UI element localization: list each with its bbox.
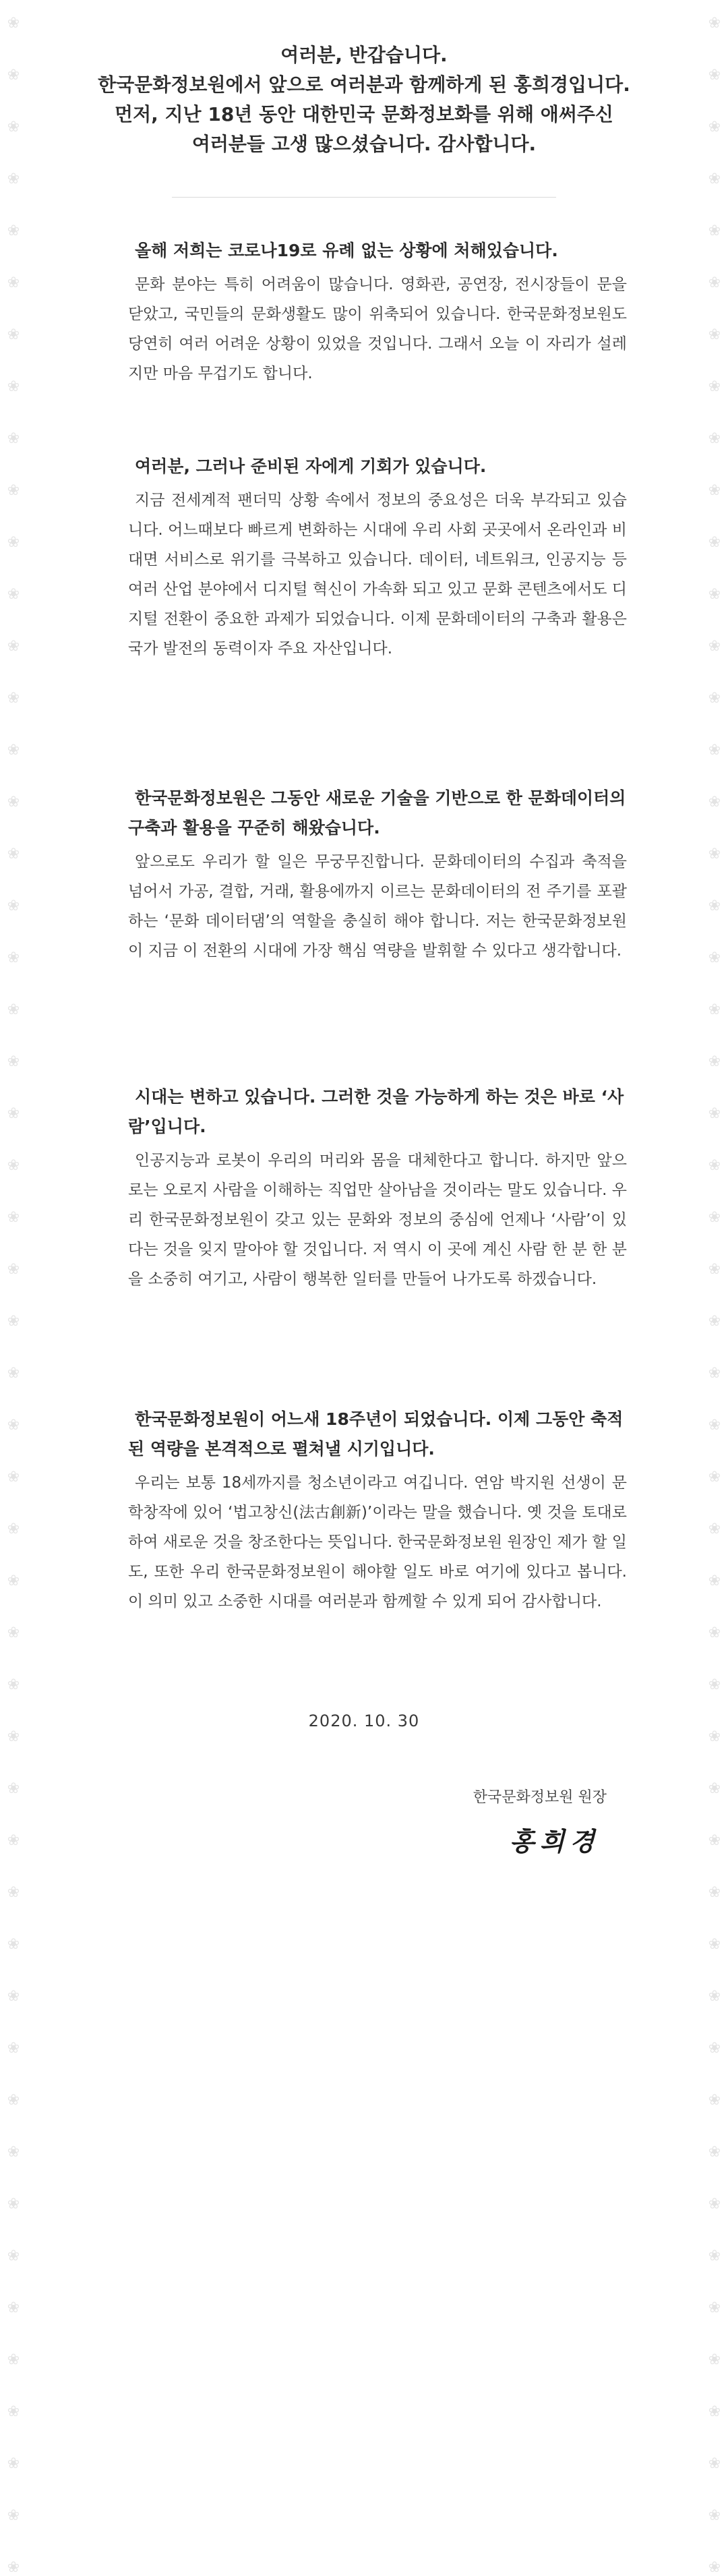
snowflake-ornament-icon: ❀ — [7, 1728, 20, 1745]
header-divider — [172, 197, 556, 198]
snowflake-ornament-icon: ❀ — [708, 1469, 721, 1486]
snowflake-ornament-icon: ❀ — [7, 1676, 20, 1693]
snowflake-ornament-icon: ❀ — [708, 171, 721, 187]
snowflake-ornament-icon: ❀ — [708, 430, 721, 447]
snowflake-ornament-icon: ❀ — [7, 2403, 20, 2420]
signature-title: 한국문화정보원 원장 — [473, 1789, 607, 1806]
left-ornament-border — [0, 0, 27, 2576]
section-covid — [128, 236, 627, 388]
snowflake-ornament-icon: ❀ — [708, 2300, 721, 2316]
snowflake-ornament-icon: ❀ — [708, 1624, 721, 1641]
snowflake-ornament-icon: ❀ — [7, 1313, 20, 1330]
snowflake-ornament-icon: ❀ — [708, 1936, 721, 1953]
snowflake-ornament-icon: ❀ — [7, 1780, 20, 1797]
snowflake-ornament-icon: ❀ — [7, 1988, 20, 2005]
snowflake-ornament-icon: ❀ — [7, 638, 20, 655]
section-body: 우리는 보통 18세까지를 청소년이라고 여깁니다. 연암 박지원 선생이 문학창작에 있어 ‘법고창신(法古創新)’이라는 말을 했습니다. 옛 것을 토대로 하여 새로운 것을 창조한다는 뜻입니다. 한국문화정보원 원장인 제가 할 일도, 또한 우리 한국문화정보원이 해야할 일도 바로 여기에 있다고 봅니다. 이 의미 있고 소중한 시대를 여러분과 함께할 수 있게 되어 감사합니다. — [128, 1474, 627, 1610]
snowflake-ornament-icon: ❀ — [7, 898, 20, 914]
snowflake-ornament-icon: ❀ — [708, 2455, 721, 2472]
snowflake-ornament-icon: ❀ — [708, 1573, 721, 1589]
snowflake-ornament-icon: ❀ — [7, 378, 20, 395]
snowflake-ornament-icon: ❀ — [7, 2351, 20, 2368]
snowflake-ornament-icon: ❀ — [708, 2351, 721, 2368]
snowflake-ornament-icon: ❀ — [708, 2144, 721, 2161]
snowflake-ornament-icon: ❀ — [708, 1521, 721, 1538]
snowflake-ornament-icon: ❀ — [7, 2300, 20, 2316]
snowflake-ornament-icon: ❀ — [7, 846, 20, 862]
snowflake-ornament-icon: ❀ — [708, 1676, 721, 1693]
section-body: 인공지능과 로봇이 우리의 머리와 몸을 대체한다고 합니다. 하지만 앞으로는 오로지 사람을 이해하는 직업만 살아남을 것이라는 말도 있습니다. 우리 한국문화정보원이 갖고 있는 문화와 정보의 중심에 언제나 ‘사람’이 있다는 것을 잊지 말아야 할 것입니다. 저 역시 이 곳에 계신 사람 한 분 한 분을 소중히 여기고, 사람이 행복한 일터를 만들어 나가도록 하겠습니다. — [128, 1152, 627, 1288]
snowflake-ornament-icon: ❀ — [7, 1573, 20, 1589]
greeting-line: 여러분들 고생 많으셨습니다. 감사합니다. — [191, 133, 537, 155]
snowflake-ornament-icon: ❀ — [7, 534, 20, 551]
snowflake-ornament-icon: ❀ — [7, 326, 20, 343]
snowflake-ornament-icon: ❀ — [708, 690, 721, 707]
snowflake-ornament-icon: ❀ — [7, 1936, 20, 1953]
section-heading: 한국문화정보원은 그동안 새로운 기술을 기반으로 한 문화데이터의 구축과 활용을 꾸준히 해왔습니다. — [128, 788, 626, 838]
snowflake-ornament-icon: ❀ — [708, 1417, 721, 1434]
snowflake-ornament-icon: ❀ — [7, 1053, 20, 1070]
snowflake-ornament-icon: ❀ — [7, 1884, 20, 1901]
greeting-header — [40, 40, 688, 159]
snowflake-ornament-icon: ❀ — [708, 1209, 721, 1226]
section-cultural-data — [128, 784, 627, 966]
snowflake-ornament-icon: ❀ — [708, 119, 721, 136]
snowflake-ornament-icon: ❀ — [7, 482, 20, 499]
snowflake-ornament-icon: ❀ — [708, 1988, 721, 2005]
snowflake-ornament-icon: ❀ — [7, 2248, 20, 2264]
section-body: 앞으로도 우리가 할 일은 무궁무진합니다. 문화데이터의 수집과 축적을 넘어서 가공, 결합, 거래, 활용에까지 이르는 문화데이터의 전 주기를 포괄하는 ‘문화 데이터댐’의 역할을 충실히 해야 합니다. 저는 한국문화정보원이 지금 이 전환의 시대에 가장 핵심 역량을 발휘할 수 있다고 생각합니다. — [128, 853, 627, 960]
snowflake-ornament-icon: ❀ — [7, 2455, 20, 2472]
snowflake-ornament-icon: ❀ — [708, 1261, 721, 1278]
snowflake-ornament-icon: ❀ — [7, 2040, 20, 2057]
snowflake-ornament-icon: ❀ — [708, 2559, 721, 2576]
letter-date: 2020. 10. 30 — [308, 1711, 420, 1730]
snowflake-ornament-icon: ❀ — [7, 1105, 20, 1122]
signature: 홍희경 — [509, 1826, 600, 1856]
snowflake-ornament-icon: ❀ — [708, 326, 721, 343]
snowflake-ornament-icon: ❀ — [708, 794, 721, 811]
snowflake-ornament-icon: ❀ — [708, 1157, 721, 1174]
section-body: 문화 분야는 특히 어려움이 많습니다. 영화관, 공연장, 전시장들이 문을 닫았고, 국민들의 문화생활도 많이 위축되어 있습니다. 한국문화정보원도 당연히 여러 어려운 상황이 있었을 것입니다. 그래서 오늘 이 자리가 설레지만 마음 무겁기도 합니다. — [128, 276, 627, 382]
snowflake-ornament-icon: ❀ — [7, 794, 20, 811]
snowflake-ornament-icon: ❀ — [708, 2196, 721, 2213]
section-heading: 여러분, 그러나 준비된 자에게 기회가 있습니다. — [135, 457, 487, 476]
snowflake-ornament-icon: ❀ — [7, 1209, 20, 1226]
snowflake-ornament-icon: ❀ — [708, 2507, 721, 2524]
snowflake-ornament-icon: ❀ — [708, 15, 721, 32]
snowflake-ornament-icon: ❀ — [7, 1469, 20, 1486]
section-heading: 올해 저희는 코로나19로 유례 없는 상황에 처해있습니다. — [135, 241, 558, 260]
greeting-line: 먼저, 지난 18년 동안 대한민국 문화정보화를 위해 애써주신 — [115, 103, 613, 125]
snowflake-ornament-icon: ❀ — [708, 1884, 721, 1901]
snowflake-ornament-icon: ❀ — [7, 949, 20, 966]
snowflake-ornament-icon: ❀ — [708, 1105, 721, 1122]
snowflake-ornament-icon: ❀ — [7, 15, 20, 32]
snowflake-ornament-icon: ❀ — [708, 949, 721, 966]
snowflake-ornament-icon: ❀ — [708, 1313, 721, 1330]
snowflake-ornament-icon: ❀ — [708, 1365, 721, 1382]
snowflake-ornament-icon: ❀ — [7, 1521, 20, 1538]
snowflake-ornament-icon: ❀ — [7, 1832, 20, 1849]
snowflake-ornament-icon: ❀ — [7, 1624, 20, 1641]
snowflake-ornament-icon: ❀ — [7, 1261, 20, 1278]
greeting-line: 여러분, 반갑습니다. — [280, 44, 448, 66]
snowflake-ornament-icon: ❀ — [708, 274, 721, 291]
snowflake-ornament-icon: ❀ — [7, 171, 20, 187]
snowflake-ornament-icon: ❀ — [708, 1001, 721, 1018]
snowflake-ornament-icon: ❀ — [708, 742, 721, 759]
snowflake-ornament-icon: ❀ — [708, 2040, 721, 2057]
snowflake-ornament-icon: ❀ — [7, 742, 20, 759]
snowflake-ornament-icon: ❀ — [708, 482, 721, 499]
section-heading: 시대는 변하고 있습니다. 그러한 것을 가능하게 하는 것은 바로 ‘사람’입니다. — [128, 1087, 624, 1136]
right-ornament-border — [701, 0, 728, 2576]
snowflake-ornament-icon: ❀ — [7, 1417, 20, 1434]
snowflake-ornament-icon: ❀ — [708, 534, 721, 551]
snowflake-ornament-icon: ❀ — [7, 2196, 20, 2213]
snowflake-ornament-icon: ❀ — [708, 586, 721, 603]
snowflake-ornament-icon: ❀ — [708, 1728, 721, 1745]
snowflake-ornament-icon: ❀ — [7, 119, 20, 136]
greeting-line: 한국문화정보원에서 앞으로 여러분과 함께하게 된 홍희경입니다. — [98, 74, 630, 96]
snowflake-ornament-icon: ❀ — [7, 1365, 20, 1382]
snowflake-ornament-icon: ❀ — [708, 2092, 721, 2109]
snowflake-ornament-icon: ❀ — [7, 2092, 20, 2109]
snowflake-ornament-icon: ❀ — [7, 2559, 20, 2576]
snowflake-ornament-icon: ❀ — [708, 2248, 721, 2264]
section-heading: 한국문화정보원이 어느새 18주년이 되었습니다. 이제 그동안 축적된 역량을 본격적으로 펼쳐낼 시기입니다. — [128, 1409, 624, 1459]
snowflake-ornament-icon: ❀ — [7, 223, 20, 239]
snowflake-ornament-icon: ❀ — [7, 1001, 20, 1018]
snowflake-ornament-icon: ❀ — [7, 586, 20, 603]
snowflake-ornament-icon: ❀ — [708, 638, 721, 655]
section-people — [128, 1082, 627, 1294]
section-opportunity — [128, 452, 627, 664]
snowflake-ornament-icon: ❀ — [708, 898, 721, 914]
snowflake-ornament-icon: ❀ — [7, 690, 20, 707]
snowflake-ornament-icon: ❀ — [7, 430, 20, 447]
snowflake-ornament-icon: ❀ — [708, 378, 721, 395]
snowflake-ornament-icon: ❀ — [708, 1832, 721, 1849]
snowflake-ornament-icon: ❀ — [708, 2403, 721, 2420]
snowflake-ornament-icon: ❀ — [7, 2144, 20, 2161]
section-body: 지금 전세계적 팬더믹 상황 속에서 정보의 중요성은 더욱 부각되고 있습니다. 어느때보다 빠르게 변화하는 시대에 우리 사회 곳곳에서 온라인과 비대면 서비스로 위기를 극복하고 있습니다. 데이터, 네트워크, 인공지능 등 여러 산업 분야에서 디지털 혁신이 가속화 되고 있고 문화 콘텐츠에서도 디지털 전환이 중요한 과제가 되었습니다. 이제 문화데이터의 구축과 활용은 국가 발전의 동력이자 주요 자산입니다. — [128, 492, 627, 657]
snowflake-ornament-icon: ❀ — [7, 274, 20, 291]
section-18th-anniversary — [128, 1405, 627, 1616]
snowflake-ornament-icon: ❀ — [7, 1157, 20, 1174]
snowflake-ornament-icon: ❀ — [7, 67, 20, 84]
snowflake-ornament-icon: ❀ — [7, 2507, 20, 2524]
snowflake-ornament-icon: ❀ — [708, 1780, 721, 1797]
snowflake-ornament-icon: ❀ — [708, 1053, 721, 1070]
snowflake-ornament-icon: ❀ — [708, 846, 721, 862]
snowflake-ornament-icon: ❀ — [708, 223, 721, 239]
snowflake-ornament-icon: ❀ — [708, 67, 721, 84]
